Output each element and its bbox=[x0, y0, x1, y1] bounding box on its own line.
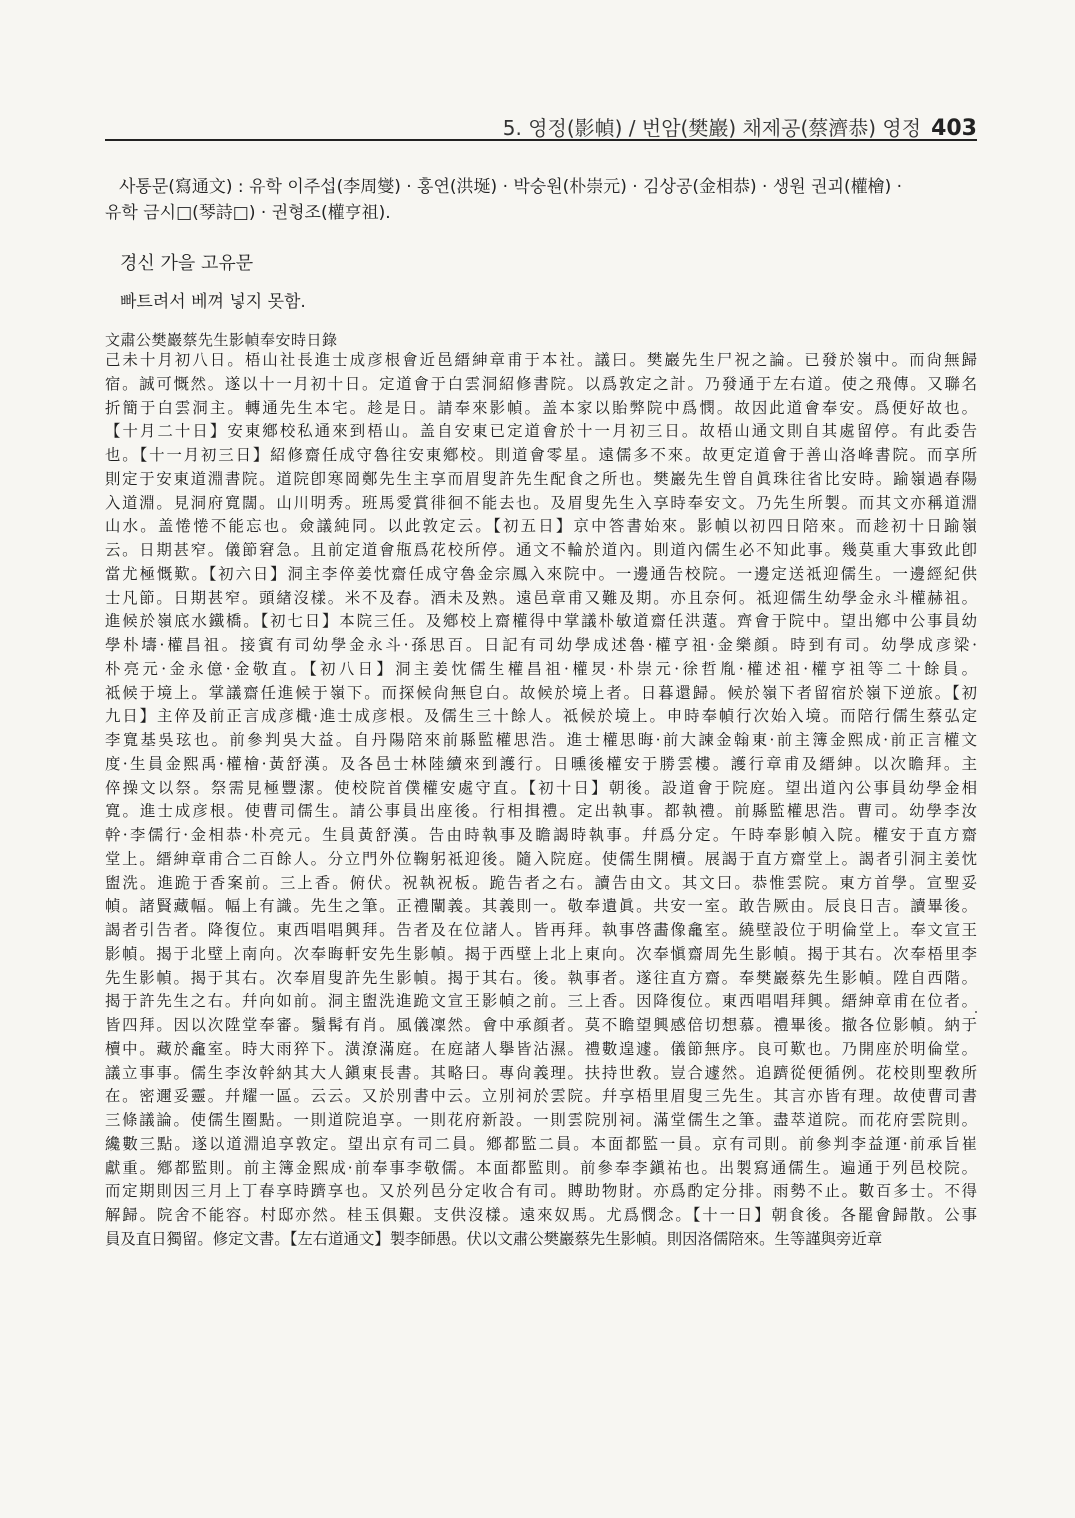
text-line: 員及直日獨留。修定文書。【左右道通文】製李師愚。伏以文肅公樊巖蔡先生影幀。則因洛儒陪來。生等謹與旁近章 bbox=[105, 1229, 883, 1248]
signers-line-2: 유학 금시□(琴詩□) · 권형조(權亨祖). bbox=[105, 203, 391, 223]
text-line: 學朴壔·權昌祖。接賓有司幼學金永斗·孫思百。日記有司幼學成述魯·權亨祖·金樂顔。時到有司。幼學成彦梁· bbox=[105, 636, 977, 654]
text-line: 幹·李儒行·金相恭·朴亮元。生員黃舒漢。告由時執事及瞻謁時執事。幷爲分定。午時奉影幀入院。權安于直方齋 bbox=[105, 826, 977, 844]
text-line: 度·生員金熙禹·權檜·黃舒漢。及各邑士林陸續來到護行。日曛後權安于勝雲樓。護行章甫及縉紳。以次瞻拜。主 bbox=[105, 754, 977, 773]
text-line: 進候於嶺底水鐵橋。【初七日】本院三任。及鄕校上齋權得中掌議朴敏道齋任洪薳。齊會于院中。望出鄕中公事員幼 bbox=[105, 612, 977, 631]
text-line: 士凡節。日期甚窄。頭緖沒樣。米不及舂。酒未及熟。遠邑章甫又難及期。亦且奈何。祗迎儒生幼學金永斗權赫祖。 bbox=[105, 588, 977, 607]
document-title: 文肅公樊巖蔡先生影幀奉安時日錄 bbox=[105, 331, 338, 349]
text-line: 山水。盖惓惓不能忘也。僉議純同。以此敦定云。【初五日】京中答書始來。影幀以初四日陪來。而趁初十日踰嶺 bbox=[105, 517, 977, 536]
header-rule bbox=[105, 139, 977, 141]
text-line: 宿。誠可慨然。遂以十一月初十日。定道會于白雲洞紹修書院。以爲敦定之計。乃發通于左右道。使之飛傳。又聯名 bbox=[105, 374, 977, 393]
signers-line-1: 사통문(寫通文) : 유학 이주섭(李周燮) · 홍연(洪埏) · 박숭원(朴崇元) · 김상공(金相恭) · 생원 권괴(權檜) · bbox=[119, 177, 903, 197]
text-line: 祗候于境上。掌議齋任進候于嶺下。而探候尙無皀白。故候於境上者。日暮還歸。候於嶺下者留宿於嶺下逆旅。【初 bbox=[105, 683, 977, 702]
text-line: 入道淵。見洞府寬闊。山川明秀。班馬愛賞徘徊不能去也。及眉叟先生入享時奉安文。乃先生所製。而其文亦稱道淵 bbox=[105, 493, 977, 512]
text-line: 則定于安東道淵書院。道院卽寒岡鄭先生主享而眉叟許先生配食之所也。樊巖先生曾自眞珠往省比安時。踰嶺過春陽 bbox=[105, 469, 977, 488]
running-title: 5. 영정(影幀) / 번암(樊巖) 채제공(蔡濟恭) 영정 bbox=[502, 116, 922, 140]
text-line: 在。密邇妥靈。幷耀一區。云云。又於別書中云。立別祠於雲院。幷享梧里眉叟三先生。其言亦皆有理。故使曹司書 bbox=[105, 1087, 977, 1106]
text-line: 獻重。鄕都監則。前主簿金熙成·前奉事李敬儒。本面都監則。前參奉李鎭祐也。出製寫通儒生。遍通于列邑校院。 bbox=[105, 1158, 977, 1177]
text-line: 謁者引告者。降復位。東西唱唱興拜。告者及在位諸人。皆再拜。執事啓畵像龕室。繞壁設位于明倫堂上。奉文宣王 bbox=[105, 921, 977, 939]
text-line: 纔數三點。遂以道淵追享敦定。望出京有司二員。鄕都監二員。本面都監一員。京有司則。前參判李益運·前承旨崔 bbox=[105, 1134, 977, 1153]
scan-speck bbox=[975, 1011, 977, 1013]
text-line: 三條議論。使儒生圈點。一則道院追享。一則花府新設。一則雲院別祠。滿堂儒生之筆。盡萃道院。而花府雲院則。 bbox=[105, 1111, 977, 1129]
section-title: 경신 가을 고유문 bbox=[120, 253, 254, 274]
text-line: 李寬基吳玹也。前參判吳大益。自丹陽陪來前縣監權思浩。進士權思晦·前大諫金翰東·前主簿金熙成·前正言權文 bbox=[105, 731, 977, 749]
text-line: 堂上。縉紳章甫合二百餘人。分立門外位鞠躬祗迎後。隨入院庭。使儒生開櫝。展謁于直方齋堂上。謁者引洞主姜忱 bbox=[105, 849, 977, 868]
signers-paragraph bbox=[105, 174, 985, 226]
text-line: 櫝中。藏於龕室。時大雨猝下。潢潦滿庭。在庭諸人擧皆沾濕。禮數遑遽。儀節無序。良可歎也。乃開座於明倫堂。 bbox=[105, 1039, 977, 1058]
text-line: 揭于許先生之右。幷向如前。洞主盥洗進跪文宣王影幀之前。三上香。因降復位。東西唱唱拜興。縉紳章甫在位者。 bbox=[105, 992, 977, 1011]
text-line: 【十月二十日】安東鄕校私通來到梧山。盖自安東已定道會於十一月初三日。故梧山通文則自其處留停。有此委告 bbox=[105, 422, 977, 441]
text-line: 朴亮元·金永億·金敬直。【初八日】洞主姜忱儒生權昌祖·權炅·朴崇元·徐哲胤·權述祖·權亨祖等二十餘員。 bbox=[105, 659, 977, 678]
text-line: 當尤極慨歎。【初六日】洞主李倅姜忱齋任成守魯金宗鳳入來院中。一邊通告校院。一邊定送祗迎儒生。一邊經紀供 bbox=[105, 564, 977, 583]
text-line: 己未十月初八日。梧山社長進士成彦根會近邑縉紳章甫于本社。議曰。樊巖先生尸祝之論。已發於嶺中。而尙無歸 bbox=[105, 351, 977, 369]
text-line: 解歸。院舍不能容。村邸亦然。桂玉俱艱。支供沒樣。遠來奴馬。尤爲憫念。【十一日】朝食後。各罷會歸散。公事 bbox=[105, 1206, 977, 1224]
text-line: 云。日期甚窄。儀節窘急。且前定道會甁爲花校所停。通文不輪於道內。則道內儒生必不知此事。幾莫重大事致此卽 bbox=[105, 541, 977, 559]
text-line: 盥洗。進跪于香案前。三上香。俯伏。祝執祝板。跪告者之右。讀告由文。其文曰。恭惟雲院。東方首學。宣聖妥 bbox=[105, 873, 977, 892]
text-line: 也。【十一月初三日】紹修齋任成守魯往安東鄕校。則道會零星。遠儒多不來。故更定道會于善山洛峰書院。而享所 bbox=[105, 446, 977, 464]
text-line: 九日】主倅及前正言成彦檝·進士成彦根。及儒生三十餘人。祗候於境上。申時奉幀行次始入境。而陪行儒生蔡弘定 bbox=[105, 707, 977, 726]
text-line: 皆四拜。因以次陞堂奉審。鬚髯有肖。風儀凜然。會中承顔者。莫不瞻望興感倍切想慕。禮畢後。撤各位影幀。納于 bbox=[105, 1016, 977, 1034]
text-line: 而定期則因三月上丁春享時躋享也。又於列邑分定收合有司。賻助物財。亦爲酌定分排。雨勢不止。數百多士。不得 bbox=[105, 1182, 977, 1201]
text-line: 寬。進士成彦根。使曹司儒生。請公事員出座後。行相揖禮。定出執事。都執禮。前縣監權思浩。曹司。幼學李汝 bbox=[105, 802, 977, 821]
page-number: 403 bbox=[931, 116, 977, 141]
text-line: 先生影幀。揭于其右。次奉眉叟許先生影幀。揭于其右。後。執事者。遂往直方齋。奉樊巖蔡先生影幀。陞自西階。 bbox=[105, 968, 977, 987]
text-line: 議立事事。儒生李汝幹納其大人鎭東長書。其略曰。專尙義理。扶持世敎。豈合遽然。追躋從便循例。花校則聖敎所 bbox=[105, 1063, 977, 1082]
omission-note: 빠트려서 베껴 넣지 못함. bbox=[120, 292, 306, 312]
text-line: 倅操文以祭。祭需見極豐潔。使校院首僕權安處守直。【初十日】朝後。設道會于院庭。望出道內公事員幼學金相 bbox=[105, 778, 977, 797]
text-line: 影幀。揭于北壁上南向。次奉晦軒安先生影幀。揭于西壁上北上東向。次奉愼齋周先生影幀。揭于其右。次奉梧里李 bbox=[105, 944, 977, 963]
running-header bbox=[105, 112, 977, 141]
text-line: 幀。諸賢藏幅。幅上有識。先生之筆。正禮闡義。其義則一。敬奉遺眞。共安一室。敢告厥由。辰良日吉。讀畢後。 bbox=[105, 897, 977, 916]
text-line: 折簡于白雲洞主。轉通先生本宅。趁是日。請奉來影幀。盖本家以貽弊院中爲憫。故因此道會奉安。爲便好故也。 bbox=[105, 398, 977, 417]
classical-chinese-text bbox=[105, 349, 977, 1252]
